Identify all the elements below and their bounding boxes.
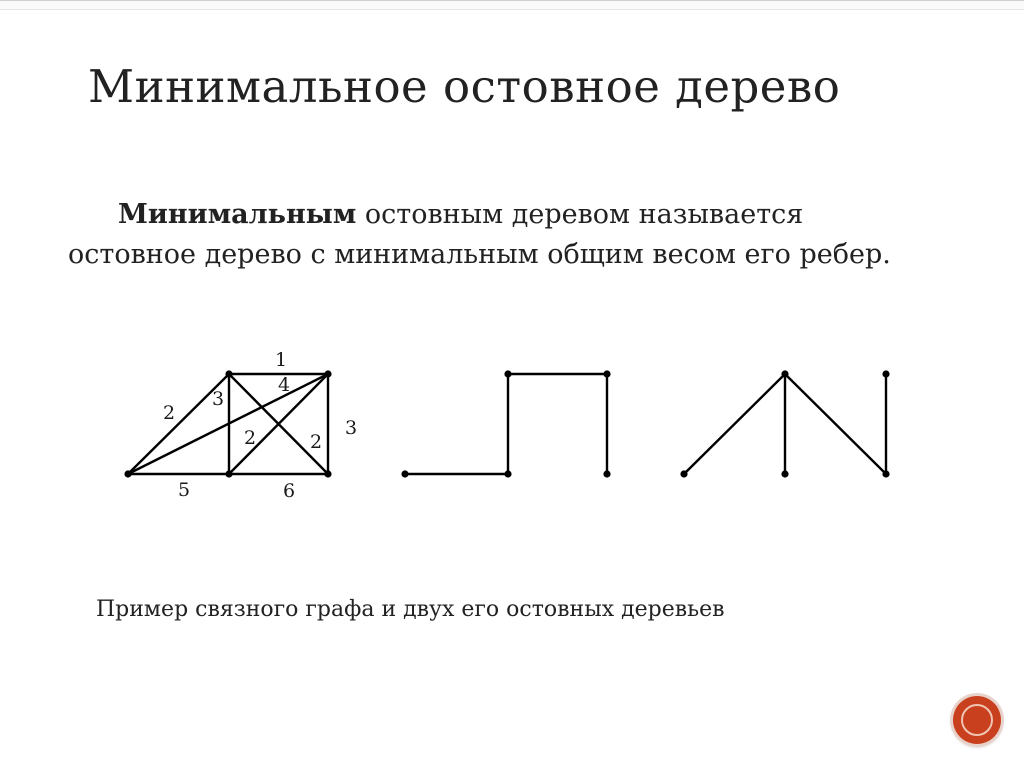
edge-weight-label: 3 (344, 417, 358, 439)
next-slide-button[interactable] (953, 696, 1001, 744)
figure-caption: Пример связного графа и двух его остовных деревьев (96, 597, 725, 622)
spanning-tree-2-node-A (680, 470, 687, 477)
spanning-tree-2-edge-AB (684, 374, 785, 474)
spanning-tree-1 (401, 370, 610, 477)
spanning-tree-1-node-C (603, 370, 610, 377)
edge-weight-label: 1 (274, 349, 288, 371)
spanning-tree-1-node-A (401, 470, 408, 477)
edge-weight-label: 3 (211, 388, 225, 410)
edge-weight-label: 2 (243, 427, 257, 449)
button-ring (961, 704, 993, 736)
weighted-graph (124, 349, 357, 502)
graph-node-C (324, 370, 331, 377)
edge-weight-label: 5 (177, 479, 191, 501)
definition-body: остовным деревом называется остовное дерево с минимальным общим весом его ребер. (68, 199, 891, 270)
edge-weight-label: 2 (162, 402, 176, 424)
edge-weight-label: 6 (282, 480, 296, 502)
spanning-tree-2 (680, 370, 889, 477)
spanning-tree-1-node-B (504, 370, 511, 377)
graph-node-E (324, 470, 331, 477)
spanning-tree-1-node-E (603, 470, 610, 477)
spanning-tree-2-node-B (781, 370, 788, 377)
page-title: Минимальное остовное дерево (88, 60, 841, 113)
edge-weight-label: 2 (309, 431, 323, 453)
graph-node-B (225, 370, 232, 377)
spanning-tree-1-node-D (504, 470, 511, 477)
spanning-tree-2-node-E (882, 470, 889, 477)
edge-weight-label: 4 (277, 374, 291, 396)
spanning-tree-2-edge-BE (785, 374, 886, 474)
graph-node-A (124, 470, 131, 477)
spanning-tree-2-node-C (882, 370, 889, 377)
definition-term: Минимальным (118, 199, 357, 230)
graph-node-D (225, 470, 232, 477)
spanning-tree-2-node-D (781, 470, 788, 477)
